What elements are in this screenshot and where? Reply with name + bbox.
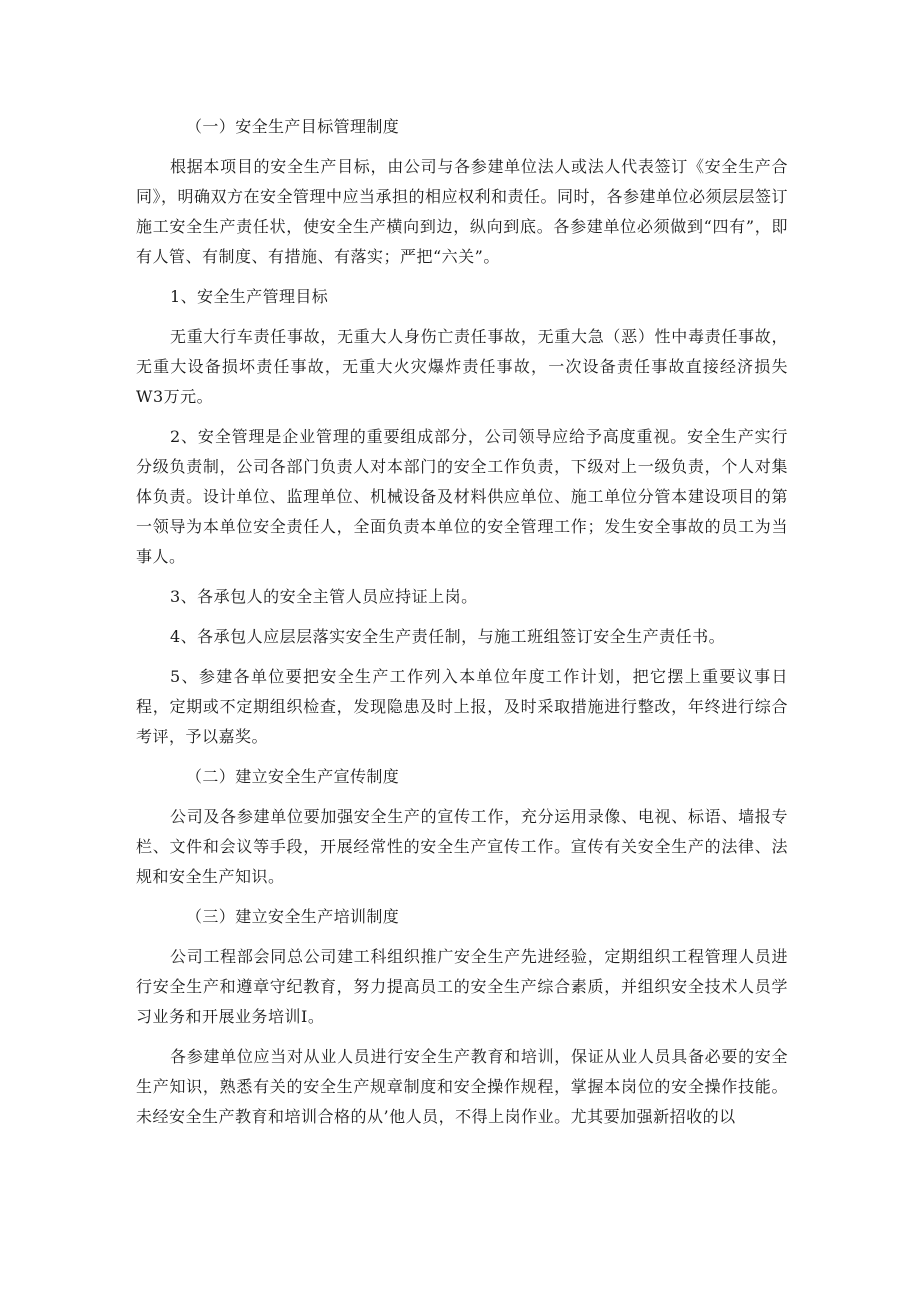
section-3-paragraph-2: 各参建单位应当对从业人员进行安全生产教育和培训，保证从业人员具备必要的安全生产知识，熟悉有关的安全生产规章制度和安全操作规程，掌握本岗位的安全操作技能。未经安全生产教育和培训合格的从’他人员，不得上岗作业。尤其要加强新招收的以 [136,1047,788,1126]
section-3-paragraph-1: 公司工程部会同总公司建工科组织推广安全生产先进经验，定期组织工程管理人员进行安全生产和遵章守纪教育，努力提高员工的安全生产综合素质，并组织安全技术人员学习业务和开展业务培训I。 [136,947,788,1026]
item-1-paragraph: 无重大行车责任事故，无重大人身伤亡责任事故，无重大急（恶）性中毒责任事故，无重大设备损坏责任事故，无重大火灾爆炸责任事故，一次设备责任事故直接经济损失W3万元。 [136,327,788,406]
section-2-paragraph: 公司及各参建单位要加强安全生产的宣传工作，充分运用录像、电视、标语、墙报专栏、文件和会议等手段，开展经常性的安全生产宣传工作。宣传有关安全生产的法律、法规和安全生产知识。 [136,807,788,886]
item-3-paragraph: 3、各承包人的安全主管人员应持证上岗。 [170,587,478,606]
section-3-heading: （三）建立安全生产培训制度 [186,907,400,926]
item-1-title: 1、安全生产管理目标 [170,287,329,306]
section-1-intro-paragraph: 根据本项目的安全生产目标，由公司与各参建单位法人或法人代表签订《安全生产合同》，明确双方在安全管理中应当承担的相应权利和责任。同时，各参建单位必须层层签订施工安全生产责任状，使安全生产横向到边，纵向到底。各参建单位必须做到“四有”，即有人管、有制度、有措施、有落实；严把“六关”。 [136,157,789,266]
item-5-paragraph: 5、参建各单位要把安全生产工作列入本单位年度工作计划，把它摆上重要议事日程，定期或不定期组织检查，发现隐患及时上报，及时采取措施进行整改，年终进行综合考评，予以嘉奖。 [136,667,788,746]
document-body [136,112,788,1142]
item-4-paragraph: 4、各承包人应层层落实安全生产责任制，与施工班组签订安全生产责任书。 [170,627,726,646]
item-2-paragraph: 2、安全管理是企业管理的重要组成部分，公司领导应给予高度重视。安全生产实行分级负责制，公司各部门负责人对本部门的安全工作负责，下级对上一级负责，个人对集体负责。设计单位、监理单位、机械设备及材料供应单位、施工单位分管本建设项目的第一领导为本单位安全责任人，全面负责本单位的安全管理工作；发生安全事故的员工为当事人。 [136,427,788,566]
section-1-heading: （一）安全生产目标管理制度 [186,117,400,136]
section-2-heading: （二）建立安全生产宣传制度 [186,767,400,786]
